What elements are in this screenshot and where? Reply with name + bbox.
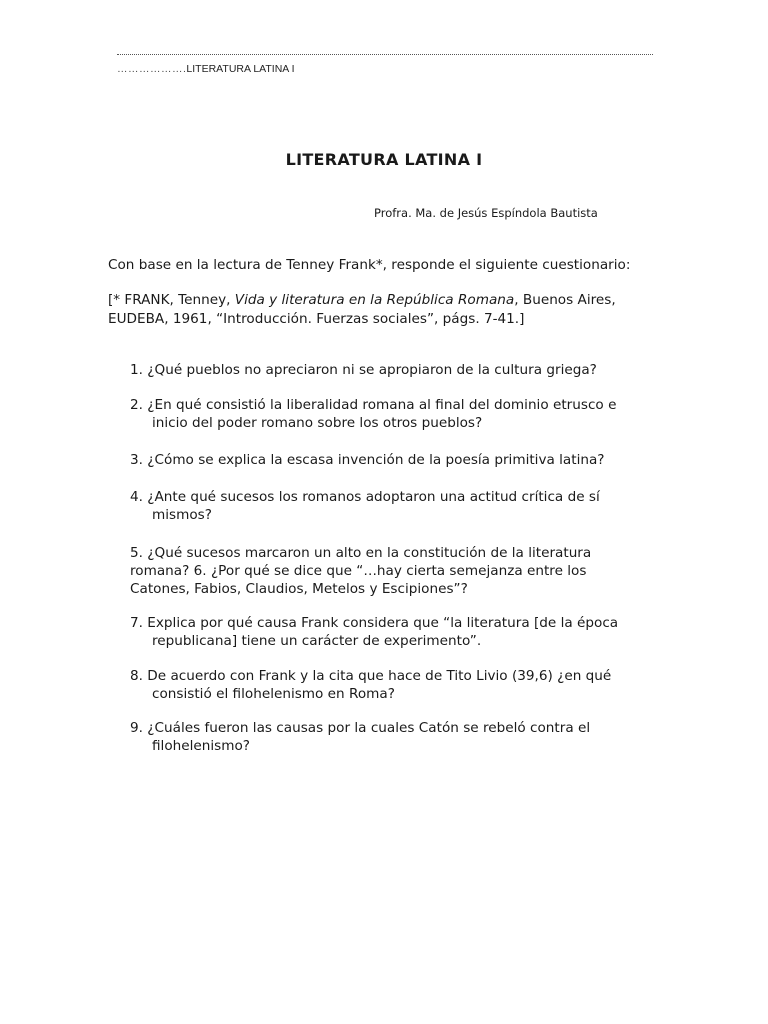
question-line: 1. ¿Qué pueblos no apreciaron ni se apropiaron de la cultura griega? [130, 362, 597, 378]
question-line: filohelenismo? [152, 738, 251, 754]
reference-book-title: Vida y literatura en la República Romana [234, 292, 515, 308]
question-line: mismos? [152, 507, 212, 523]
header-leader-dots: ………………. [117, 63, 187, 75]
reference-line-2: EUDEBA, 1961, “Introducción. Fuerzas sociales”, págs. 7-41.] [108, 311, 525, 327]
question-7 [130, 614, 650, 650]
running-header [117, 63, 295, 75]
reference-suffix: , Buenos Aires, [514, 292, 616, 308]
page-title: LITERATURA LATINA I [285, 150, 483, 169]
reference-line-1 [108, 291, 668, 310]
question-line: 9. ¿Cuáles fueron las causas por la cuales Catón se rebeló contra el [130, 720, 591, 736]
question-5-6 [130, 544, 650, 598]
question-2 [130, 396, 650, 432]
header-dotted-rule [117, 46, 653, 55]
question-line: 8. De acuerdo con Frank y la cita que hace de Tito Livio (39,6) ¿en qué [130, 668, 612, 684]
question-9 [130, 719, 650, 755]
question-line: 3. ¿Cómo se explica la escasa invención de la poesía primitiva latina? [130, 452, 605, 468]
question-4 [130, 488, 650, 524]
question-8 [130, 667, 650, 703]
question-line: Catones, Fabios, Claudios, Metelos y Escipiones”? [130, 581, 468, 597]
question-line: consistió el filohelenismo en Roma? [152, 686, 395, 702]
reference-prefix: [* FRANK, Tenney, [108, 292, 235, 308]
question-line: romana? 6. ¿Por qué se dice que “…hay cierta semejanza entre los [130, 563, 587, 579]
question-line: inicio del poder romano sobre los otros pueblos? [152, 415, 483, 431]
author-line: Profra. Ma. de Jesús Espíndola Bautista [374, 206, 598, 220]
question-line: 2. ¿En qué consistió la liberalidad romana al final del dominio etrusco e [130, 397, 617, 413]
bibliographic-reference [108, 291, 668, 329]
question-line: 7. Explica por qué causa Frank considera que “la literatura [de la época [130, 615, 619, 631]
header-course-name: LITERATURA LATINA I [186, 63, 295, 75]
question-1 [130, 361, 650, 379]
question-line: republicana] tiene un carácter de experimento”. [152, 633, 482, 649]
question-line: 5. ¿Qué sucesos marcaron un alto en la constitución de la literatura [130, 545, 592, 561]
intro-paragraph: Con base en la lectura de Tenney Frank*, responde el siguiente cuestionario: [108, 257, 631, 273]
question-line: 4. ¿Ante qué sucesos los romanos adoptaron una actitud crítica de sí [130, 489, 600, 505]
question-3 [130, 451, 650, 469]
